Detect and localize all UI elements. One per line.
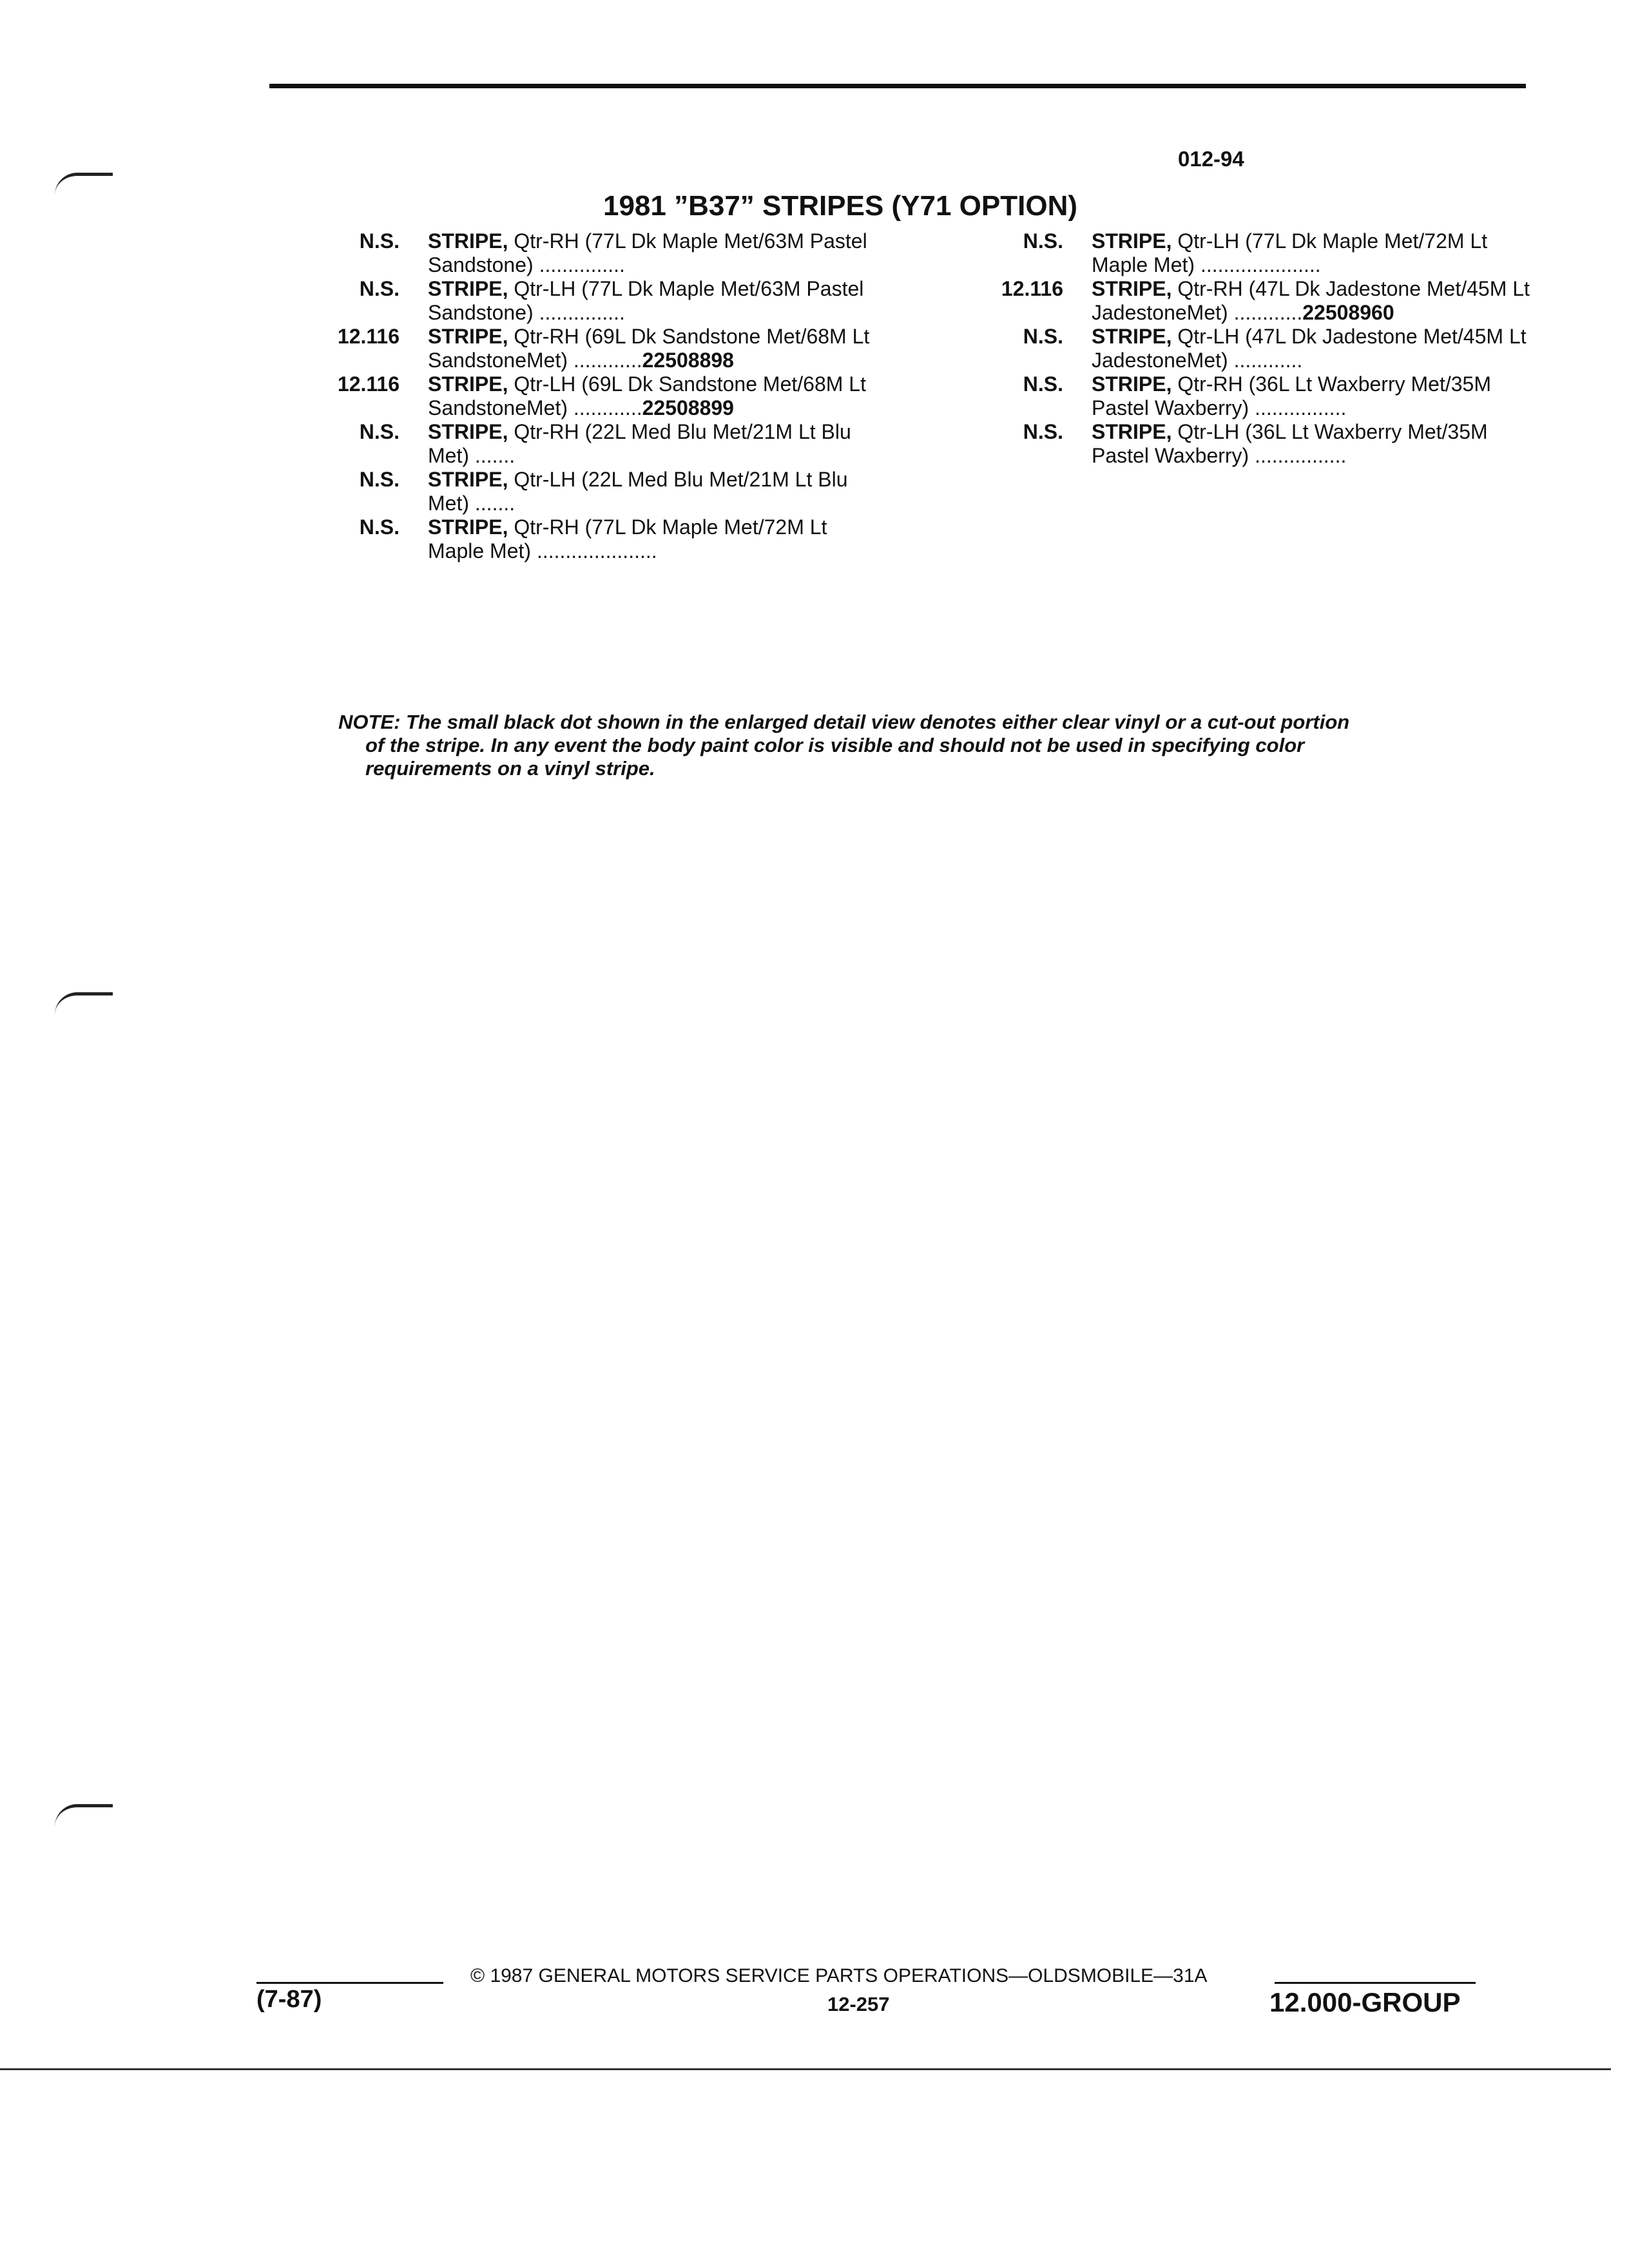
- footer-date: (7-87): [256, 1986, 322, 2013]
- bottom-rule: [0, 2068, 1611, 2070]
- parts-column-right: [967, 229, 1543, 468]
- part-detail: Qtr-RH (36L Lt Waxberry Met/35M Pastel Waxberry) ................: [1092, 372, 1491, 419]
- part-description: [1092, 277, 1543, 325]
- part-number: 22508960: [1302, 301, 1394, 324]
- parts-entry: [967, 277, 1543, 325]
- parts-entry: [303, 420, 879, 468]
- footer-rule-right: [1275, 1982, 1476, 1984]
- part-keyword: STRIPE,: [428, 515, 508, 539]
- part-description: [428, 229, 879, 277]
- part-detail: Qtr-RH (77L Dk Maple Met/63M Pastel Sandstone) ...............: [428, 229, 867, 276]
- part-detail: Qtr-RH (77L Dk Maple Met/72M Lt Maple Met) .....................: [428, 515, 827, 562]
- parts-entry: [967, 325, 1543, 372]
- part-description: [428, 468, 879, 515]
- note-line: of the stripe. In any event the body paint color is visible and should not be used in specifying color: [365, 734, 1305, 756]
- part-keyword: STRIPE,: [428, 277, 508, 300]
- parts-entry: [967, 229, 1543, 277]
- ref-number: N.S.: [359, 229, 400, 253]
- ref-number: 12.116: [337, 372, 400, 396]
- part-keyword: STRIPE,: [428, 229, 508, 253]
- part-keyword: STRIPE,: [428, 372, 508, 396]
- ref-number: 12.116: [337, 325, 400, 348]
- part-detail: Qtr-LH (36L Lt Waxberry Met/35M Pastel Waxberry) ................: [1092, 420, 1488, 467]
- part-description: [428, 325, 879, 372]
- binder-hole-mark: [55, 992, 113, 1015]
- part-number: 22508899: [642, 396, 734, 419]
- part-keyword: STRIPE,: [428, 325, 508, 348]
- parts-entry: [967, 420, 1543, 468]
- part-keyword: STRIPE,: [1092, 420, 1172, 443]
- parts-entry: [967, 372, 1543, 420]
- parts-entry: [303, 515, 879, 563]
- footer-copyright: © 1987 GENERAL MOTORS SERVICE PARTS OPERATIONS—OLDSMOBILE—31A: [470, 1965, 1208, 1986]
- parts-entry: [303, 229, 879, 277]
- part-keyword: STRIPE,: [1092, 325, 1172, 348]
- part-keyword: STRIPE,: [428, 468, 508, 491]
- parts-entry: [303, 468, 879, 515]
- ref-number: N.S.: [359, 420, 400, 443]
- part-keyword: STRIPE,: [1092, 277, 1172, 300]
- part-detail: Qtr-RH (22L Med Blu Met/21M Lt Blu Met) .......: [428, 420, 851, 467]
- ref-number: 12.116: [1001, 277, 1063, 300]
- part-detail: Qtr-LH (47L Dk Jadestone Met/45M Lt JadestoneMet) ............: [1092, 325, 1527, 372]
- note: [338, 711, 1472, 780]
- part-description: [1092, 420, 1543, 468]
- part-keyword: STRIPE,: [1092, 372, 1172, 396]
- ref-number: N.S.: [359, 515, 400, 539]
- part-description: [428, 515, 879, 563]
- note-line: requirements on a vinyl stripe.: [365, 757, 655, 780]
- footer-rule-left: [256, 1982, 443, 1984]
- part-description: [428, 372, 879, 420]
- ref-number: N.S.: [359, 468, 400, 491]
- part-detail: Qtr-LH (22L Med Blu Met/21M Lt Blu Met) .......: [428, 468, 848, 515]
- page-title: 1981 ”B37” STRIPES (Y71 OPTION): [602, 190, 1078, 222]
- part-keyword: STRIPE,: [428, 420, 508, 443]
- part-detail: Qtr-RH (69L Dk Sandstone Met/68M Lt SandstoneMet) ............: [428, 325, 870, 372]
- parts-entry: [303, 325, 879, 372]
- page-code: 012-94: [1178, 147, 1244, 171]
- part-detail: Qtr-RH (47L Dk Jadestone Met/45M Lt JadestoneMet) ............: [1092, 277, 1530, 324]
- parts-entry: [303, 372, 879, 420]
- binder-hole-mark: [55, 1804, 113, 1827]
- part-description: [1092, 229, 1543, 277]
- part-description: [428, 277, 879, 325]
- part-description: [1092, 325, 1543, 372]
- parts-entry: [303, 277, 879, 325]
- note-line: NOTE: The small black dot shown in the enlarged detail view denotes either clear vinyl or a cut-out portion: [338, 711, 1350, 733]
- part-number: 22508898: [642, 349, 734, 372]
- part-detail: Qtr-LH (69L Dk Sandstone Met/68M Lt SandstoneMet) ............: [428, 372, 866, 419]
- part-detail: Qtr-LH (77L Dk Maple Met/63M Pastel Sandstone) ...............: [428, 277, 864, 324]
- ref-number: N.S.: [1023, 325, 1063, 348]
- ref-number: N.S.: [359, 277, 400, 300]
- ref-number: N.S.: [1023, 372, 1063, 396]
- footer-group: 12.000-GROUP: [1269, 1987, 1461, 2017]
- parts-column-left: [303, 229, 879, 563]
- ref-number: N.S.: [1023, 420, 1063, 443]
- ref-number: N.S.: [1023, 229, 1063, 253]
- part-detail: Qtr-LH (77L Dk Maple Met/72M Lt Maple Met) .....................: [1092, 229, 1488, 276]
- part-description: [428, 420, 879, 468]
- part-description: [1092, 372, 1543, 420]
- part-keyword: STRIPE,: [1092, 229, 1172, 253]
- footer-page-number: 12-257: [827, 1993, 890, 2015]
- top-rule: [269, 84, 1526, 88]
